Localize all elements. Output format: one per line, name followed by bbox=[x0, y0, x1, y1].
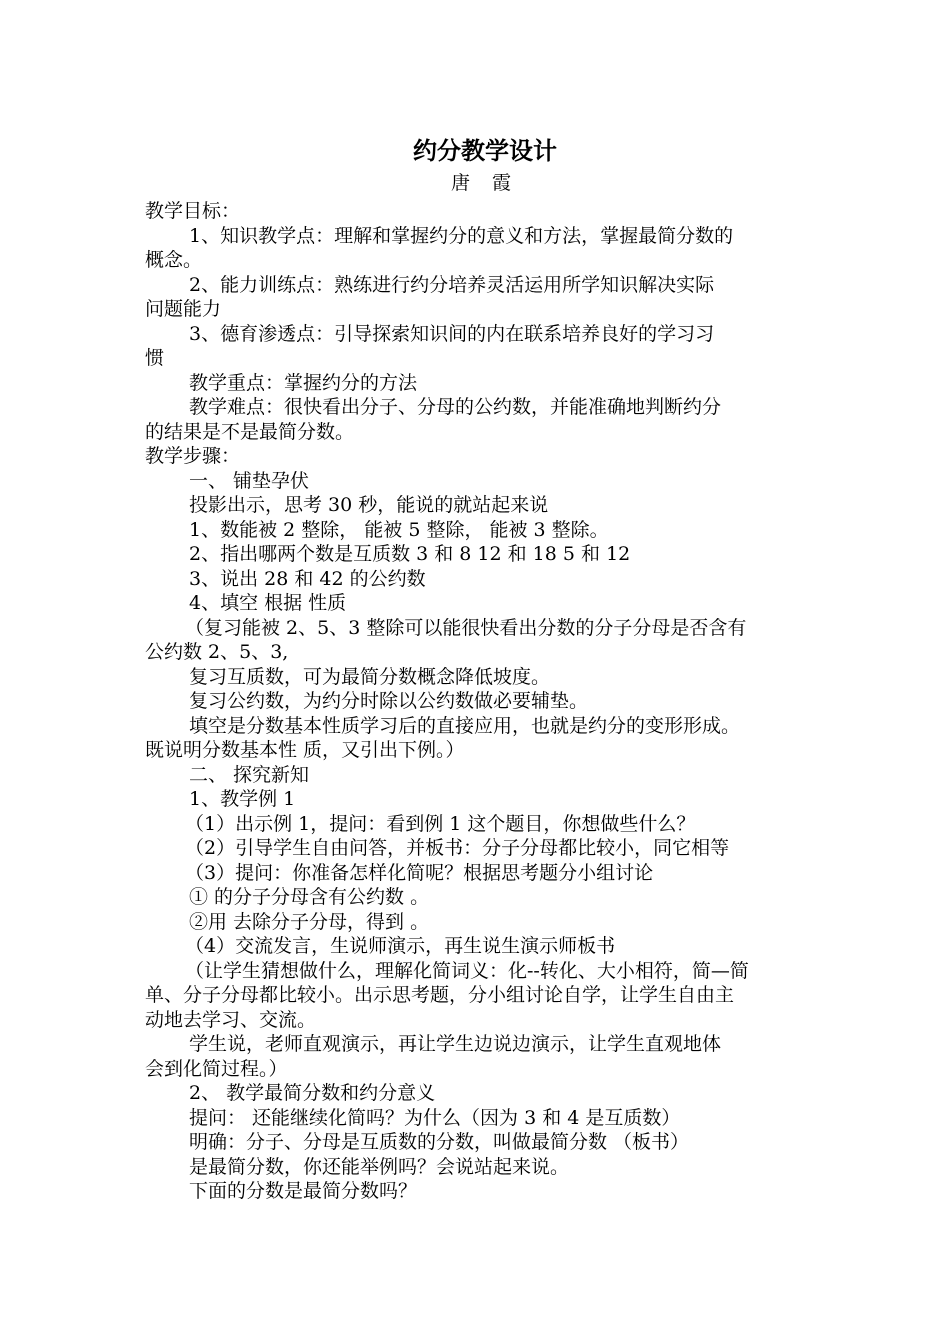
paragraph-line: 复习互质数，可为最简分数概念降低坡度。 bbox=[189, 665, 551, 688]
paragraph-line: 填空是分数基本性质学习后的直接应用，也就是约分的变形形成。 bbox=[189, 714, 741, 737]
paragraph-line: 投影出示，思考 30 秒，能说的就站起来说 bbox=[189, 494, 549, 516]
paragraph-line: 明确：分子、分母是互质数的分数，叫做最简分数 （板书） bbox=[189, 1131, 690, 1153]
paragraph-line: 4、填空 根据 性质 bbox=[189, 592, 347, 614]
paragraph-line: 公约数 2、5、3, bbox=[145, 641, 289, 663]
paragraph-line: 3、德育渗透点：引导探索知识间的内在联系培养良好的学习习 bbox=[189, 322, 715, 345]
paragraph-line: 概念。 bbox=[145, 249, 203, 271]
paragraph-line: 2、指出哪两个数是互质数 3 和 8 12 和 18 5 和 12 bbox=[189, 543, 631, 565]
paragraph-line: 教学难点：很快看出分子、分母的公约数，并能准确地判断约分 bbox=[189, 396, 722, 418]
paragraph-line: 提问： 还能继续化简吗？为什么（因为 3 和 4 是互质数） bbox=[189, 1106, 681, 1129]
paragraph-line: （让学生猜想做什么，理解化简词义：化--转化、大小相符，简—简 bbox=[185, 959, 749, 982]
document-page bbox=[145, 133, 825, 1204]
paragraph-line: 2、能力训练点：熟练进行约分培养灵活运用所学知识解决实际 bbox=[189, 273, 715, 296]
paragraph-line: 2、 教学最简分数和约分意义 bbox=[189, 1082, 436, 1104]
paragraph-line: 会到化简过程。） bbox=[145, 1057, 288, 1080]
paragraph-line: （4）交流发言，生说师演示，再生说生演示师板书 bbox=[185, 935, 616, 957]
paragraph-line: 既说明分数基本性 质，又引出下例。） bbox=[145, 739, 465, 761]
paragraph-line: 的结果是不是最简分数。 bbox=[145, 420, 355, 443]
paragraph-line: 教学目标： bbox=[145, 200, 241, 222]
paragraph-line: 动地去学习、交流。 bbox=[145, 1008, 317, 1031]
paragraph-line: 教学步骤： bbox=[145, 445, 241, 467]
paragraph-line: （复习能被 2、5、3 整除可以能很快看出分数的分子分母是否含有 bbox=[185, 616, 747, 639]
paragraph-line: 学生说，老师直观演示，再让学生边说边演示，让学生直观地体 bbox=[189, 1033, 722, 1055]
paragraph-line: （2）引导学生自由问答，并板书：分子分母都比较小，同它相等 bbox=[185, 837, 730, 859]
paragraph-line: 复习公约数，为约分时除以公约数做必要辅垫。 bbox=[189, 690, 589, 712]
paragraph-line: 一、 铺垫孕伏 bbox=[189, 469, 310, 492]
paragraph-line: 问题能力 bbox=[145, 298, 222, 320]
paragraph-line: 是最简分数，你还能举例吗？会说站起来说。 bbox=[189, 1155, 570, 1178]
paragraph-line: 惯 bbox=[145, 347, 165, 369]
paragraph-line: 教学重点：掌握约分的方法 bbox=[189, 371, 418, 394]
paragraph-line: 下面的分数是最简分数吗？ bbox=[189, 1180, 418, 1202]
paragraph-line: （1）出示例 1，提问：看到例 1 这个题目，你想做些什么？ bbox=[185, 812, 696, 835]
paragraph-line: （3）提问：你准备怎样化简呢？根据思考题分小组讨论 bbox=[185, 861, 654, 884]
paragraph-line: 3、说出 28 和 42 的公约数 bbox=[189, 567, 426, 590]
paragraph-line: 二、 探究新知 bbox=[189, 763, 310, 786]
document-author: 唐 霞 bbox=[450, 172, 520, 194]
document-body bbox=[145, 199, 825, 1204]
paragraph-line: 1、数能被 2 整除， 能被 5 整除， 能被 3 整除。 bbox=[189, 518, 609, 541]
paragraph-line: 1、教学例 1 bbox=[189, 788, 296, 810]
paragraph-line: ②用 去除分子分母，得到 。 bbox=[189, 910, 430, 933]
paragraph-line: 单、分子分母都比较小。出示思考题，分小组讨论自学，让学生自由主 bbox=[145, 984, 735, 1006]
paragraph-line: ① 的分子分母含有公约数 。 bbox=[189, 886, 430, 908]
paragraph-line: 1、知识教学点：理解和掌握约分的意义和方法，掌握最简分数的 bbox=[189, 224, 734, 247]
document-title: 约分教学设计 bbox=[413, 136, 557, 165]
